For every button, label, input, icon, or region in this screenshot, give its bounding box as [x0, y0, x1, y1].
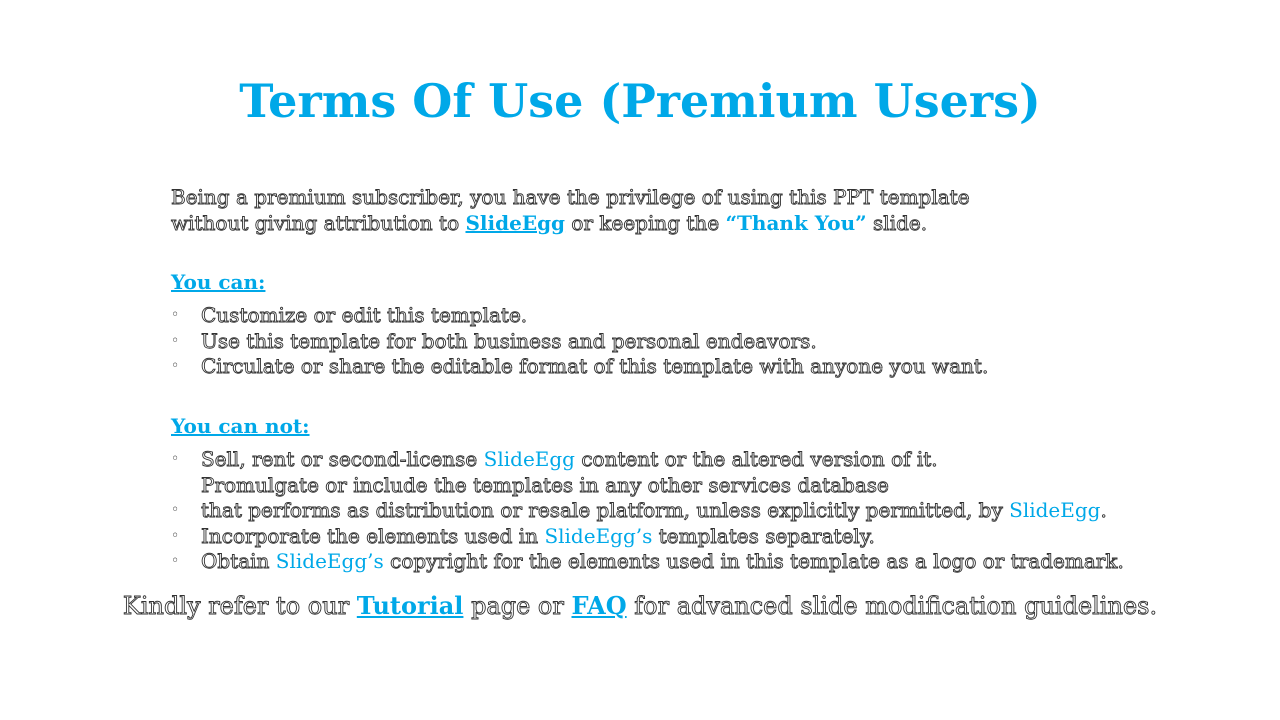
list-item: ◦ Incorporate the elements used in SlideEgg’s templates separately.	[171, 523, 875, 548]
slideegg-text: SlideEgg	[1009, 498, 1101, 522]
list-item: ◦ Circulate or share the editable format of this template with anyone you want.	[171, 354, 989, 378]
bullet-icon: ◦	[171, 358, 180, 374]
slideegg-text: SlideEgg	[483, 447, 575, 471]
you-can-heading: You can:	[171, 270, 266, 294]
bullet-icon: ◦	[171, 502, 180, 518]
list-item: ◦ Obtain SlideEgg’s copyright for the elements used in this template as a logo or trademark.	[171, 549, 1124, 573]
intro-line1: Being a premium subscriber, you have the privilege of using this PPT template	[171, 185, 970, 209]
you-can-not-heading: You can not:	[171, 414, 310, 438]
slideegg-text: SlideEgg’s	[275, 549, 384, 573]
list-item-continuation: Promulgate or include the templates in any other services database	[201, 472, 889, 497]
list-item: ◦ Sell, rent or second-license SlideEgg content or the altered version of it.	[171, 447, 938, 471]
intro-line2-post: slide.	[866, 211, 928, 235]
bullet-icon: ◦	[171, 527, 180, 544]
intro-line2-mid: or keeping the	[565, 211, 726, 235]
thank-you-text: “Thank You”	[725, 211, 867, 235]
bullet-icon: ◦	[171, 307, 180, 323]
intro-line2-pre: without giving attribution to	[171, 211, 466, 235]
bullet-icon: ◦	[171, 451, 180, 467]
list-item: ◦ Use this template for both business and personal endeavors.	[171, 328, 817, 353]
you-can-list	[171, 303, 1171, 380]
tutorial-link[interactable]: Tutorial	[356, 591, 464, 620]
list-item: ◦ that performs as distribution or resale platform, unless explicitly permitted, by SlideEgg.	[171, 498, 1107, 522]
intro-paragraph	[171, 184, 1111, 236]
page-title: Terms Of Use (Premium Users)	[239, 74, 1041, 128]
bullet-icon: ◦	[171, 553, 180, 569]
list-item: ◦ Customize or edit this template.	[171, 303, 528, 327]
footer-note: Kindly refer to our Tutorial page or FAQ for advanced slide modification guidelines.	[122, 591, 1158, 620]
you-can-not-list	[171, 447, 1171, 575]
faq-link[interactable]: FAQ	[571, 591, 627, 620]
bullet-icon: ◦	[171, 332, 180, 349]
slideegg-link[interactable]: SlideEgg	[465, 211, 566, 235]
slideegg-text: SlideEgg’s	[544, 523, 653, 548]
